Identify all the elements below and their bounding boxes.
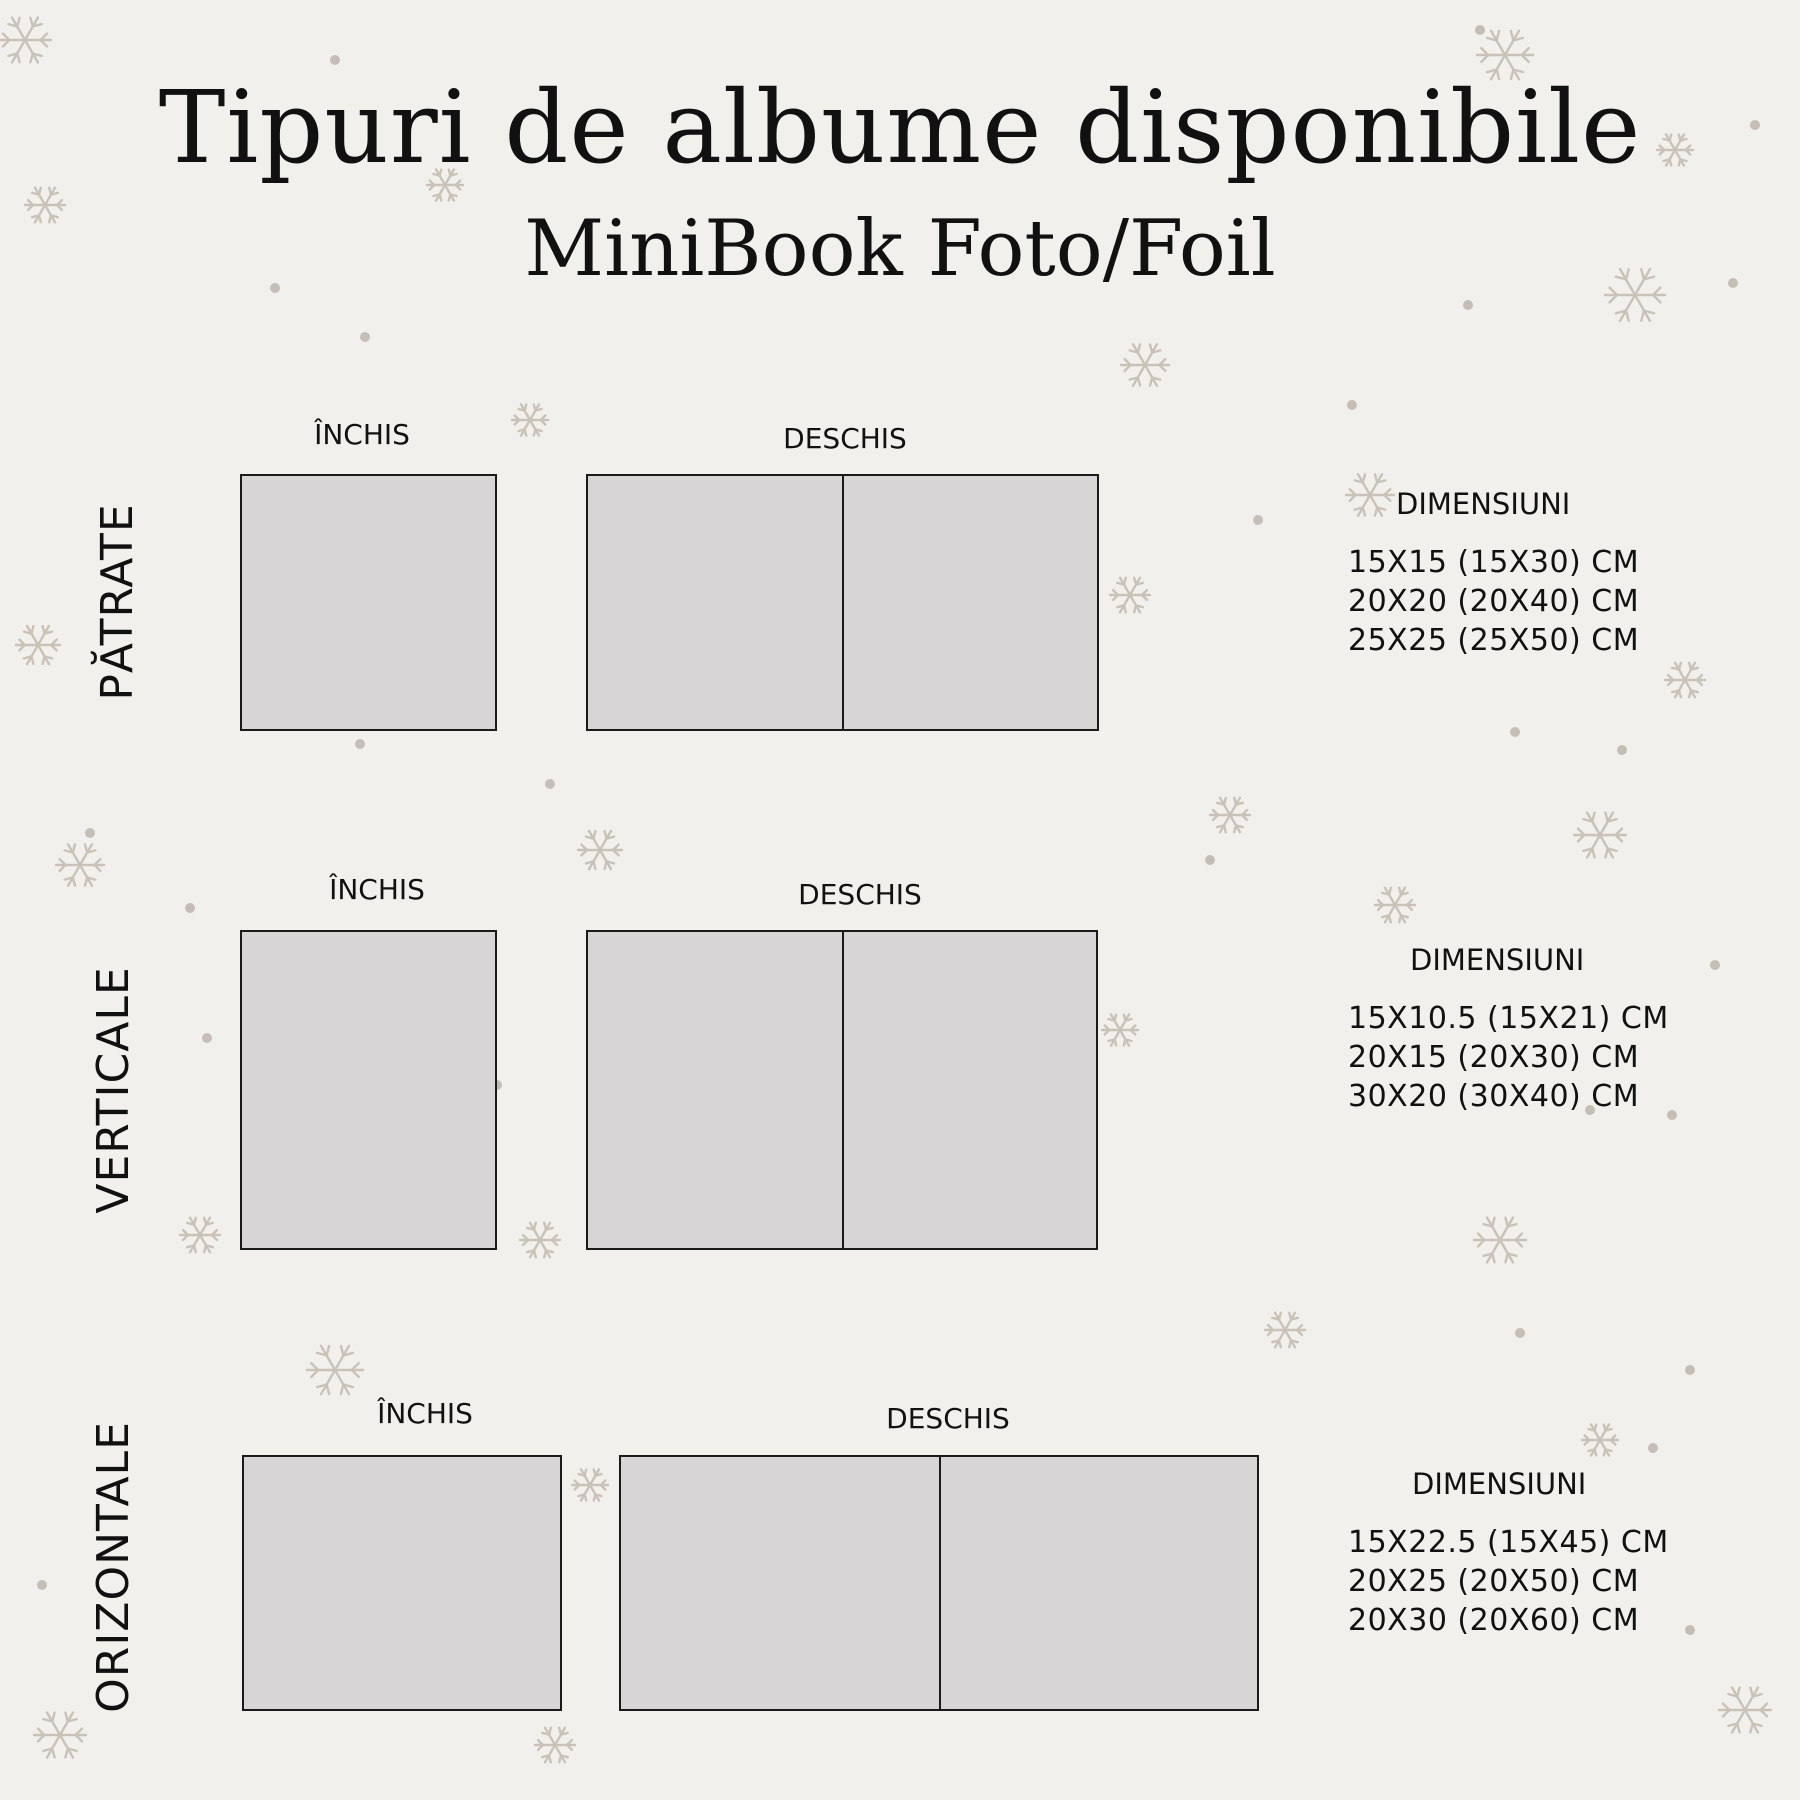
snowflake-icon (16, 626, 60, 664)
snowflake-icon (34, 1713, 86, 1758)
snowflake-icon (1665, 663, 1705, 698)
page-subtitle: MiniBook Foto/Foil (524, 204, 1276, 294)
snowflake-icon (1102, 1014, 1138, 1045)
section-label-vertical: VERTICALE (88, 966, 139, 1214)
album-spine (842, 932, 844, 1248)
snow-dot (355, 739, 365, 749)
dimension-item: 25X25 (25X50) CM (1348, 623, 1640, 658)
open-label-square: DESCHIS (783, 422, 907, 455)
snowflake-icon (535, 1728, 575, 1763)
dimension-item: 30X20 (30X40) CM (1348, 1079, 1640, 1114)
page-title: Tipuri de albume disponibile (158, 69, 1642, 186)
dimensions-title: DIMENSIUNI (1396, 487, 1571, 521)
album-spine (842, 476, 844, 729)
snow-dot (1205, 855, 1215, 865)
closed-label-square: ÎNCHIS (314, 418, 410, 451)
snowflake-icon (1474, 1218, 1526, 1263)
snow-dot (1617, 745, 1627, 755)
snowflake-icon (1110, 578, 1150, 613)
snowflake-icon (307, 1346, 363, 1394)
snow-dot (1515, 1328, 1525, 1338)
dimension-item: 15X10.5 (15X21) CM (1348, 1001, 1669, 1036)
open-label-horizontal: DESCHIS (886, 1402, 1010, 1435)
snowflake-icon (578, 831, 622, 869)
section-label-square: PĂTRATE (92, 503, 143, 701)
snowflake-icon (1375, 888, 1415, 923)
snowflake-icon (0, 18, 51, 63)
dimensions-vertical (1348, 943, 1669, 1116)
snow-dot (37, 1580, 47, 1590)
snow-dot (1253, 515, 1263, 525)
dimension-item: 15X15 (15X30) CM (1348, 545, 1640, 580)
snow-dot (330, 55, 340, 65)
snowflake-icon (1582, 1424, 1618, 1455)
snow-dot (1510, 727, 1520, 737)
snow-dot (1685, 1365, 1695, 1375)
dimension-item: 20X20 (20X40) CM (1348, 584, 1640, 619)
dimensions-horizontal (1348, 1467, 1669, 1640)
snowflake-icon (1719, 1688, 1771, 1733)
dimension-item: 20X30 (20X60) CM (1348, 1603, 1640, 1638)
open-album-vertical (586, 930, 1098, 1250)
snowflake-icon (572, 1469, 608, 1500)
snowflake-icon (1574, 813, 1626, 858)
snow-dot (1710, 960, 1720, 970)
snowflake-icon (56, 844, 104, 886)
snow-dot (185, 903, 195, 913)
snowflake-icon (1265, 1313, 1305, 1348)
closed-album-vertical (240, 930, 497, 1250)
snow-dot (1463, 300, 1473, 310)
dimension-item: 20X15 (20X30) CM (1348, 1040, 1640, 1075)
open-album-square (586, 474, 1099, 731)
snow-dot (545, 779, 555, 789)
snow-dot (1648, 1443, 1658, 1453)
snow-dot (1347, 400, 1357, 410)
snowflake-icon (1121, 344, 1169, 386)
dimensions-square (1348, 487, 1640, 660)
snowflake-icon (180, 1218, 220, 1253)
snow-dot (360, 332, 370, 342)
open-album-horizontal (619, 1455, 1259, 1711)
snowflake-icon (520, 1223, 560, 1258)
snowflake-icon (1210, 798, 1250, 833)
dimensions-title: DIMENSIUNI (1410, 943, 1585, 977)
snow-dot (1475, 25, 1485, 35)
snow-dot (1685, 1625, 1695, 1635)
snow-dot (202, 1033, 212, 1043)
dimension-item: 15X22.5 (15X45) CM (1348, 1525, 1669, 1560)
closed-album-square (240, 474, 497, 731)
section-label-horizontal: ORIZONTALE (88, 1421, 139, 1713)
open-label-vertical: DESCHIS (798, 878, 922, 911)
closed-label-horizontal: ÎNCHIS (377, 1397, 473, 1430)
closed-album-horizontal (242, 1455, 562, 1711)
closed-label-vertical: ÎNCHIS (329, 873, 425, 906)
snowflake-icon (512, 404, 548, 435)
snow-dot (85, 828, 95, 838)
album-spine (939, 1457, 941, 1709)
dimensions-title: DIMENSIUNI (1412, 1467, 1587, 1501)
dimension-item: 20X25 (20X50) CM (1348, 1564, 1640, 1599)
